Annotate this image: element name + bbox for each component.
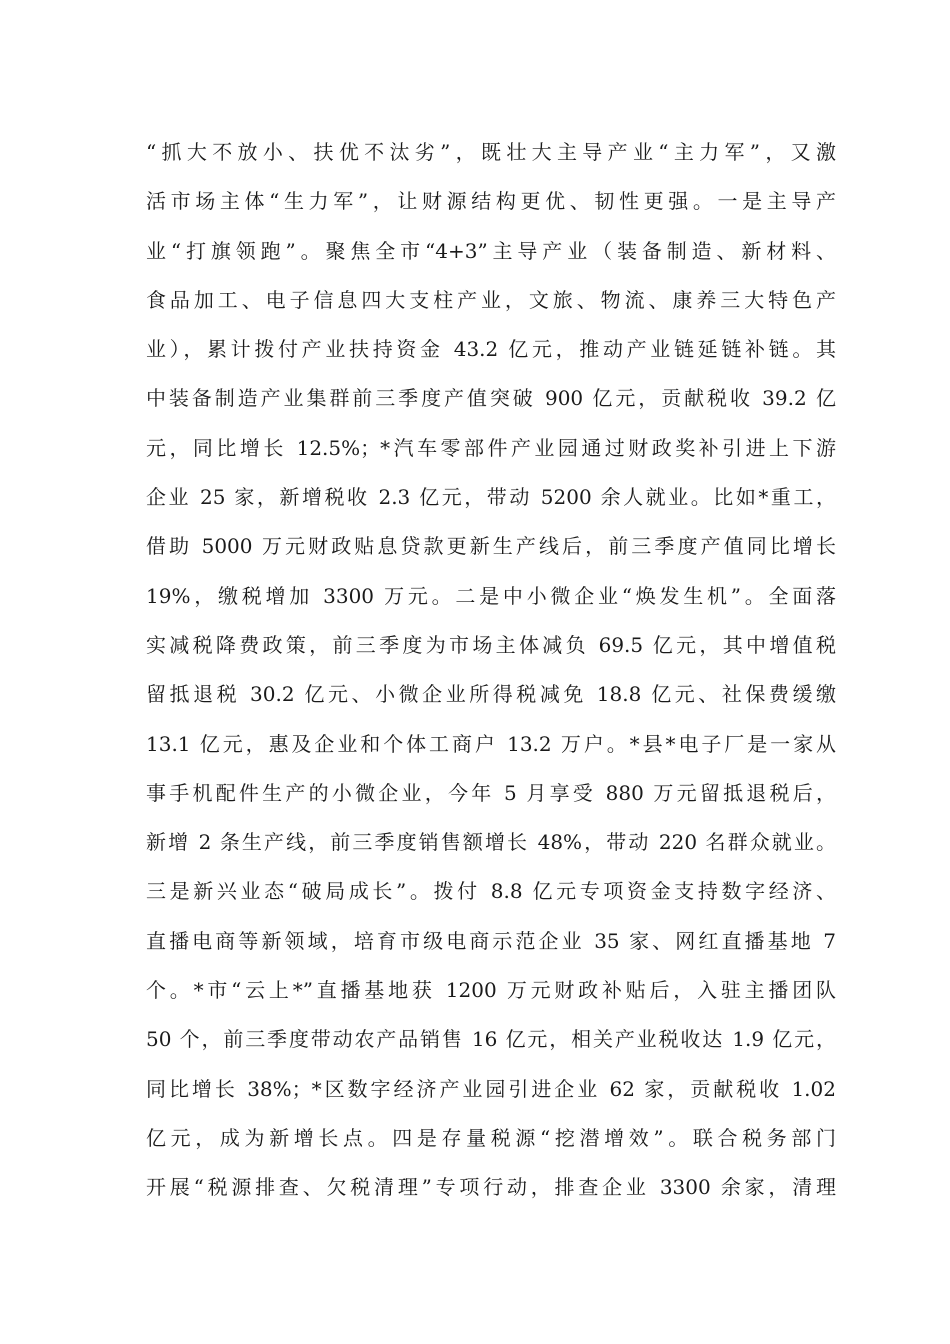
paragraph-line: 中装备制造产业集群前三季度产值突破 900 亿元，贡献税收 39.2 亿 xyxy=(146,386,836,411)
paragraph-line: 实减税降费政策，前三季度为市场主体减负 69.5 亿元，其中增值税 xyxy=(146,632,836,657)
paragraph-line: 个。*市“云上*”直播基地获 1200 万元财政补贴后，入驻主播团队 xyxy=(146,978,836,1003)
paragraph-line: 13.1 亿元，惠及企业和个体工商户 13.2 万户。*县*电子厂是一家从 xyxy=(146,731,836,756)
paragraph-line: 食品加工、电子信息四大支柱产业，文旅、物流、康养三大特色产 xyxy=(146,287,836,312)
paragraph-line: 同比增长 38%；*区数字经济产业园引进企业 62 家，贡献税收 1.02 xyxy=(146,1076,836,1101)
paragraph-line: 新增 2 条生产线，前三季度销售额增长 48%，带动 220 名群众就业。 xyxy=(146,830,836,855)
paragraph-line: 19%，缴税增加 3300 万元。二是中小微企业“焕发生机”。全面落 xyxy=(146,583,836,608)
paragraph-line: “抓大不放小、扶优不汰劣”，既壮大主导产业“主力军”，又激 xyxy=(146,140,836,164)
paragraph-line: 事手机配件生产的小微企业，今年 5 月享受 880 万元留抵退税后， xyxy=(146,780,836,805)
paragraph-line: 开展“税源排查、欠税清理”专项行动，排查企业 3300 余家，清理 xyxy=(146,1175,836,1200)
paragraph-line: 直播电商等新领域，培育市级电商示范企业 35 家、网红直播基地 7 xyxy=(146,928,836,953)
paragraph-line: 借助 5000 万元财政贴息贷款更新生产线后，前三季度产值同比增长 xyxy=(146,534,836,559)
paragraph-line: 亿元，成为新增长点。四是存量税源“挖潜增效”。联合税务部门 xyxy=(146,1125,836,1150)
paragraph-line: 元，同比增长 12.5%；*汽车零部件产业园通过财政奖补引进上下游 xyxy=(146,435,836,460)
paragraph-line: 业“打旗领跑”。聚焦全市“4+3”主导产业（装备制造、新材料、 xyxy=(146,238,836,263)
paragraph-line: 企业 25 家，新增税收 2.3 亿元，带动 5200 余人就业。比如*重工， xyxy=(146,485,836,510)
paragraph-line: 业），累计拨付产业扶持资金 43.2 亿元，推动产业链延链补链。其 xyxy=(146,337,836,362)
paragraph-line: 50 个，前三季度带动农产品销售 16 亿元，相关产业税收达 1.9 亿元， xyxy=(146,1027,836,1052)
paragraph-line: 三是新兴业态“破局成长”。拨付 8.8 亿元专项资金支持数字经济、 xyxy=(146,879,836,904)
paragraph-line: 留抵退税 30.2 亿元、小微企业所得税减免 18.8 亿元、社保费缓缴 xyxy=(146,682,836,707)
paragraph-line: 活市场主体“生力军”，让财源结构更优、韧性更强。一是主导产 xyxy=(146,189,836,214)
body-paragraph xyxy=(146,128,836,1213)
